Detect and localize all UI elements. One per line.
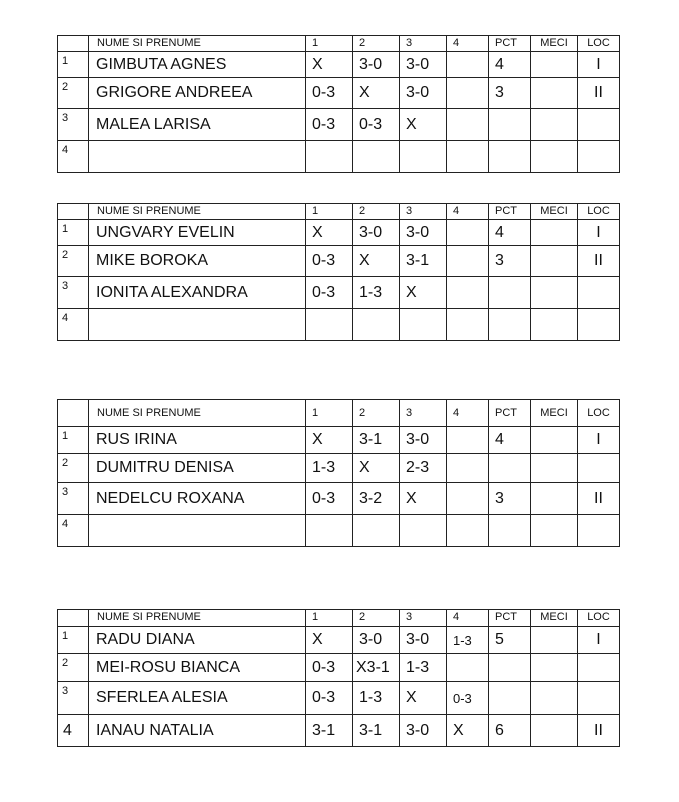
score-4 — [447, 483, 489, 515]
score-4 — [447, 277, 489, 309]
header-nr — [58, 204, 89, 220]
score-2 — [353, 309, 400, 341]
header-pct: PCT — [489, 36, 531, 52]
header-col-4: 4 — [447, 400, 489, 427]
score-1: 0-3 — [306, 682, 353, 715]
score-4 — [447, 309, 489, 341]
score-1: X — [306, 427, 353, 454]
score-2: X3-1 — [353, 654, 400, 682]
score-1 — [306, 515, 353, 547]
score-2: 3-2 — [353, 483, 400, 515]
row-number: 2 — [58, 654, 89, 682]
table-row — [58, 427, 620, 454]
matches — [531, 427, 578, 454]
header-pct: PCT — [489, 204, 531, 220]
score-4: 1-3 — [447, 627, 489, 654]
header-nr — [58, 610, 89, 627]
place — [578, 277, 620, 309]
matches — [531, 682, 578, 715]
score-1: 1-3 — [306, 454, 353, 483]
player-name: RUS IRINA — [89, 427, 306, 454]
points — [489, 309, 531, 341]
points: 4 — [489, 427, 531, 454]
header-meci: MECI — [531, 400, 578, 427]
score-2: 3-0 — [353, 220, 400, 246]
score-3: 3-0 — [400, 627, 447, 654]
matches — [531, 715, 578, 747]
score-2: 0-3 — [353, 109, 400, 141]
score-1: 0-3 — [306, 483, 353, 515]
player-name: GRIGORE ANDREEA — [89, 78, 306, 109]
place: I — [578, 52, 620, 78]
score-3: X — [400, 277, 447, 309]
header-nr — [58, 400, 89, 427]
header-col-4: 4 — [447, 36, 489, 52]
table-row — [58, 654, 620, 682]
table-row — [58, 141, 620, 173]
score-3: 3-0 — [400, 52, 447, 78]
score-1: 0-3 — [306, 78, 353, 109]
row-number: 4 — [58, 309, 89, 341]
header-col-2: 2 — [353, 400, 400, 427]
header-loc: LOC — [578, 204, 620, 220]
header-row — [58, 204, 620, 220]
matches — [531, 309, 578, 341]
row-number: 3 — [58, 109, 89, 141]
matches — [531, 141, 578, 173]
row-number: 2 — [58, 246, 89, 277]
points — [489, 141, 531, 173]
table-row — [58, 515, 620, 547]
score-3: 3-0 — [400, 78, 447, 109]
player-name: DUMITRU DENISA — [89, 454, 306, 483]
matches — [531, 454, 578, 483]
score-1: 0-3 — [306, 246, 353, 277]
points — [489, 682, 531, 715]
player-name: GIMBUTA AGNES — [89, 52, 306, 78]
header-col-3: 3 — [400, 400, 447, 427]
place — [578, 682, 620, 715]
header-pct: PCT — [489, 400, 531, 427]
score-3: 3-0 — [400, 427, 447, 454]
row-number: 3 — [58, 682, 89, 715]
score-1: 3-1 — [306, 715, 353, 747]
player-name: MEI-ROSU BIANCA — [89, 654, 306, 682]
score-1: X — [306, 52, 353, 78]
points — [489, 654, 531, 682]
player-name: UNGVARY EVELIN — [89, 220, 306, 246]
header-loc: LOC — [578, 36, 620, 52]
score-1: 0-3 — [306, 109, 353, 141]
header-pct: PCT — [489, 610, 531, 627]
row-number: 1 — [58, 627, 89, 654]
score-3: 3-0 — [400, 220, 447, 246]
score-3: 2-3 — [400, 454, 447, 483]
score-2 — [353, 141, 400, 173]
place: II — [578, 78, 620, 109]
header-col-4: 4 — [447, 204, 489, 220]
player-name: MIKE BOROKA — [89, 246, 306, 277]
row-number: 4 — [58, 515, 89, 547]
score-4 — [447, 52, 489, 78]
table-row — [58, 220, 620, 246]
score-4 — [447, 246, 489, 277]
score-3: X — [400, 682, 447, 715]
score-2: 3-0 — [353, 52, 400, 78]
header-col-1: 1 — [306, 204, 353, 220]
player-name — [89, 141, 306, 173]
score-4 — [447, 141, 489, 173]
player-name: IONITA ALEXANDRA — [89, 277, 306, 309]
score-3: X — [400, 109, 447, 141]
score-4 — [447, 220, 489, 246]
score-3 — [400, 515, 447, 547]
row-number: 3 — [58, 277, 89, 309]
score-4: X — [447, 715, 489, 747]
score-3: 1-3 — [400, 654, 447, 682]
header-loc: LOC — [578, 610, 620, 627]
group-table-2 — [57, 203, 620, 341]
points — [489, 454, 531, 483]
row-number: 4 — [58, 715, 89, 747]
place: I — [578, 427, 620, 454]
header-col-2: 2 — [353, 36, 400, 52]
score-1: X — [306, 220, 353, 246]
place — [578, 454, 620, 483]
score-4: 0-3 — [447, 682, 489, 715]
table-row — [58, 109, 620, 141]
matches — [531, 654, 578, 682]
score-4 — [447, 454, 489, 483]
place: I — [578, 220, 620, 246]
matches — [531, 220, 578, 246]
player-name — [89, 515, 306, 547]
header-col-3: 3 — [400, 36, 447, 52]
score-2: X — [353, 78, 400, 109]
table-row — [58, 483, 620, 515]
score-3: X — [400, 483, 447, 515]
header-col-4: 4 — [447, 610, 489, 627]
table-row — [58, 246, 620, 277]
points: 6 — [489, 715, 531, 747]
header-meci: MECI — [531, 204, 578, 220]
score-1: X — [306, 627, 353, 654]
points: 4 — [489, 220, 531, 246]
header-col-1: 1 — [306, 610, 353, 627]
place — [578, 309, 620, 341]
matches — [531, 52, 578, 78]
points: 3 — [489, 78, 531, 109]
header-name: NUME SI PRENUME — [89, 204, 306, 220]
table-row — [58, 682, 620, 715]
table-row — [58, 309, 620, 341]
score-2: 3-1 — [353, 715, 400, 747]
header-row — [58, 610, 620, 627]
header-loc: LOC — [578, 400, 620, 427]
score-4 — [447, 654, 489, 682]
score-4 — [447, 109, 489, 141]
score-3: 3-0 — [400, 715, 447, 747]
group-table-4 — [57, 609, 620, 747]
table-row — [58, 454, 620, 483]
table-row — [58, 715, 620, 747]
row-number: 1 — [58, 427, 89, 454]
score-1 — [306, 141, 353, 173]
score-2: X — [353, 246, 400, 277]
table-row — [58, 78, 620, 109]
matches — [531, 483, 578, 515]
points: 5 — [489, 627, 531, 654]
row-number: 2 — [58, 78, 89, 109]
row-number: 3 — [58, 483, 89, 515]
score-2: 3-0 — [353, 627, 400, 654]
place — [578, 141, 620, 173]
place — [578, 109, 620, 141]
score-3 — [400, 141, 447, 173]
table-row — [58, 277, 620, 309]
header-nr — [58, 36, 89, 52]
score-1: 0-3 — [306, 654, 353, 682]
points — [489, 277, 531, 309]
matches — [531, 515, 578, 547]
matches — [531, 246, 578, 277]
place — [578, 654, 620, 682]
matches — [531, 109, 578, 141]
header-meci: MECI — [531, 36, 578, 52]
score-3: 3-1 — [400, 246, 447, 277]
score-4 — [447, 78, 489, 109]
table-row — [58, 627, 620, 654]
header-col-3: 3 — [400, 610, 447, 627]
header-col-2: 2 — [353, 204, 400, 220]
place: I — [578, 627, 620, 654]
points: 3 — [489, 246, 531, 277]
row-number: 2 — [58, 454, 89, 483]
points: 3 — [489, 483, 531, 515]
group-table-1 — [57, 35, 620, 173]
player-name — [89, 309, 306, 341]
score-1 — [306, 309, 353, 341]
player-name: NEDELCU ROXANA — [89, 483, 306, 515]
points — [489, 515, 531, 547]
header-row — [58, 400, 620, 427]
place — [578, 515, 620, 547]
row-number: 1 — [58, 220, 89, 246]
points: 4 — [489, 52, 531, 78]
group-table-3 — [57, 399, 620, 547]
header-name: NUME SI PRENUME — [89, 610, 306, 627]
score-2: 1-3 — [353, 682, 400, 715]
place: II — [578, 246, 620, 277]
score-1: 0-3 — [306, 277, 353, 309]
score-3 — [400, 309, 447, 341]
score-2: 3-1 — [353, 427, 400, 454]
header-col-2: 2 — [353, 610, 400, 627]
player-name: MALEA LARISA — [89, 109, 306, 141]
header-col-1: 1 — [306, 400, 353, 427]
row-number: 1 — [58, 52, 89, 78]
header-col-3: 3 — [400, 204, 447, 220]
score-2: X — [353, 454, 400, 483]
row-number: 4 — [58, 141, 89, 173]
player-name: SFERLEA ALESIA — [89, 682, 306, 715]
place: II — [578, 483, 620, 515]
header-name: NUME SI PRENUME — [89, 36, 306, 52]
header-meci: MECI — [531, 610, 578, 627]
score-2 — [353, 515, 400, 547]
score-2: 1-3 — [353, 277, 400, 309]
score-4 — [447, 515, 489, 547]
points — [489, 109, 531, 141]
place: II — [578, 715, 620, 747]
header-name: NUME SI PRENUME — [89, 400, 306, 427]
matches — [531, 277, 578, 309]
score-4 — [447, 427, 489, 454]
table-row — [58, 52, 620, 78]
matches — [531, 627, 578, 654]
header-row — [58, 36, 620, 52]
player-name: IANAU NATALIA — [89, 715, 306, 747]
matches — [531, 78, 578, 109]
player-name: RADU DIANA — [89, 627, 306, 654]
header-col-1: 1 — [306, 36, 353, 52]
